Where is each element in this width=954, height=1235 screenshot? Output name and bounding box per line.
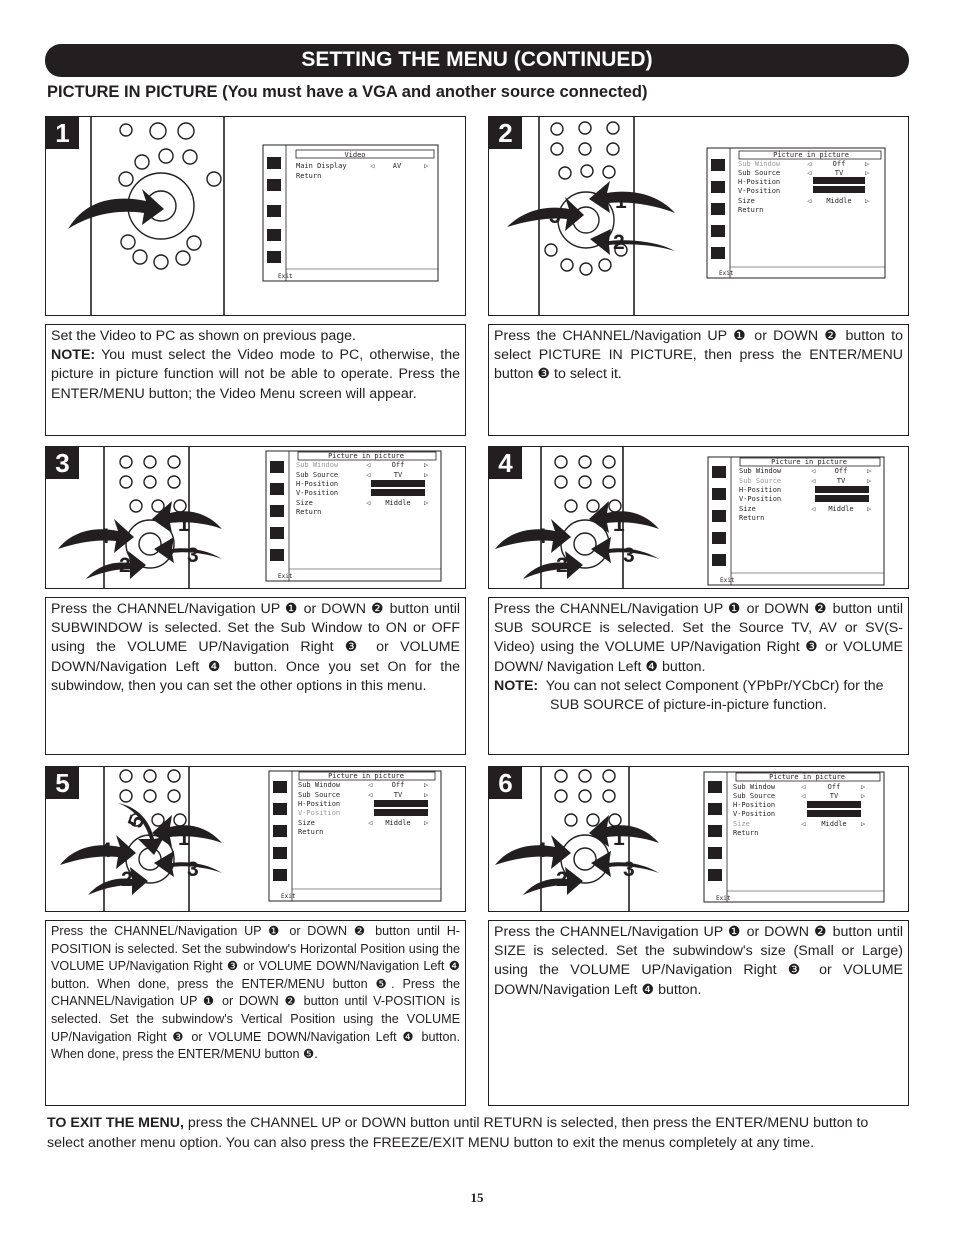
menu-item-label: H-Position	[739, 486, 782, 494]
pip-menu-screen	[708, 457, 884, 585]
arrow-label: 1	[613, 513, 625, 536]
menu-item-label: Size	[298, 819, 315, 827]
menu-item-label: V-Position	[738, 187, 781, 195]
pip-menu-screen	[269, 771, 441, 901]
step-2-illustration	[488, 116, 909, 316]
menu-item-label: V-Position	[739, 495, 782, 503]
left-arrow-icon: ◁	[368, 791, 373, 799]
note-label: NOTE:	[51, 347, 96, 364]
step-number: 2	[489, 117, 522, 149]
arrow-label: 4	[98, 525, 110, 548]
menu-item-label: Return	[298, 828, 324, 836]
arrow-label: 3	[187, 544, 199, 567]
step-2-drawing	[489, 117, 908, 315]
menu-item-label: Main Display	[296, 162, 347, 170]
menu-title: Video	[344, 151, 366, 159]
left-arrow-icon: ◁	[801, 783, 806, 791]
menu-item-value: TV	[393, 471, 403, 479]
arrow-label: 4	[535, 839, 547, 862]
menu-item-label: Return	[733, 829, 759, 837]
arrow-label: 3	[623, 544, 635, 567]
menu-item-label: H-Position	[296, 480, 339, 488]
step-number: 5	[46, 767, 79, 799]
arrow-label: 1	[615, 190, 627, 213]
menu-item-value: Middle	[826, 197, 852, 205]
menu-exit-label: Exit	[278, 273, 293, 280]
menu-title: Picture in picture	[328, 452, 404, 460]
arrow-label: 5	[123, 812, 150, 831]
arrow-label: 3	[623, 858, 635, 881]
menu-item-value: Off	[832, 160, 846, 168]
arrow-label: 2	[121, 868, 133, 891]
menu-exit-label: Exit	[281, 893, 296, 900]
step-4-drawing	[489, 447, 908, 588]
arrow-label: 1	[613, 827, 625, 850]
left-arrow-icon: ◁	[370, 162, 375, 170]
menu-item-value: Off	[834, 467, 848, 475]
step-3-drawing	[46, 447, 465, 588]
instruction-text: Press the CHANNEL/Navigation UP ❶ or DOWN ❷ button until SUBWINDOW is selected. Set the Sub Window to ON or OFF using the VOLUME UP/Navigation Right ❸ or VOLUME DOWN/Navigation Left ❹ button. Once you set On for the subwindow, then you can set the other options in this menu.	[51, 601, 460, 694]
step-1-instructions	[45, 324, 466, 436]
note-text: You can not select Component (YPbPr/YCbCr) for the SUB SOURCE of picture-in-picture function.	[545, 677, 884, 714]
right-arrow-icon: ▷	[861, 783, 866, 791]
left-arrow-icon: ◁	[807, 169, 812, 177]
left-arrow-icon: ◁	[811, 477, 816, 485]
menu-item-label: Sub Source	[296, 471, 339, 479]
page-number: 15	[470, 1190, 484, 1205]
menu-exit-label: Exit	[719, 270, 734, 277]
step-number: 4	[489, 447, 522, 479]
menu-item-value: Off	[827, 783, 841, 791]
left-arrow-icon: ◁	[807, 160, 812, 168]
menu-exit-label: Exit	[716, 895, 731, 902]
left-arrow-icon: ◁	[366, 499, 371, 507]
instruction-text: Press the CHANNEL/Navigation UP ❶ or DOWN ❷ button until SUB SOURCE is selected. Set the Source TV, AV or SV(S-Video) using the VOLUME UP/Navigation Right ❸ or VOLUME DOWN/ Navigation Left ❹ button.	[494, 601, 903, 675]
menu-item-label: H-Position	[738, 178, 781, 186]
step-6-instructions	[488, 920, 909, 1106]
step-5-drawing	[46, 767, 465, 911]
arrow-label: 4	[535, 525, 547, 548]
menu-item-value: Middle	[385, 499, 411, 507]
instruction-text: Press the CHANNEL/Navigation UP ❶ or DOWN ❷ button until H-POSITION is selected. Set the subwindow's Horizontal Position using the VOLUME UP/Navigation Right ❸ or VOLUME DOWN/Navigation Left ❹ button. When done, press the ENTER/MENU button ❺. Press the CHANNEL/Navigation UP ❶ or DOWN ❷ button until V-POSITION is selected. Set the subwindow's Vertical Position using the VOLUME UP/Navigation Right ❸ or VOLUME DOWN/Navigation Left ❹ button. When done, press the ENTER/MENU button ❺.	[51, 924, 460, 1062]
menu-item-label: Sub Window	[296, 461, 339, 469]
arrow-label: 2	[613, 231, 625, 254]
menu-item-label: Return	[739, 514, 765, 522]
pip-menu-screen	[707, 148, 885, 278]
right-arrow-icon: ▷	[424, 461, 429, 469]
menu-item-value: Off	[391, 461, 405, 469]
step-4-instructions	[488, 597, 909, 755]
menu-item-value: Middle	[821, 820, 847, 828]
arrow-label: 2	[556, 868, 568, 891]
step-number: 1	[46, 117, 79, 149]
menu-item-label: Return	[296, 172, 322, 180]
right-arrow-icon: ▷	[861, 792, 866, 800]
right-arrow-icon: ▷	[867, 505, 872, 513]
left-arrow-icon: ◁	[801, 792, 806, 800]
instruction-text: Set the Video to PC as shown on previous page.	[51, 328, 356, 344]
menu-item-value: TV	[829, 792, 839, 800]
left-arrow-icon: ◁	[811, 505, 816, 513]
menu-item-label: H-Position	[298, 800, 341, 808]
right-arrow-icon: ▷	[424, 471, 429, 479]
exit-label: TO EXIT THE MENU,	[47, 1115, 184, 1131]
right-arrow-icon: ▷	[424, 162, 429, 170]
right-arrow-icon: ▷	[424, 781, 429, 789]
note-label: NOTE:	[494, 677, 539, 694]
step-2-instructions	[488, 324, 909, 436]
right-arrow-icon: ▷	[861, 820, 866, 828]
section-heading: PICTURE IN PICTURE (You must have a VGA and another source connected)	[47, 83, 648, 101]
arrow-label: 1	[178, 513, 190, 536]
step-6-drawing	[489, 767, 908, 911]
page-banner: SETTING THE MENU (CONTINUED)	[45, 44, 909, 77]
menu-title: Picture in picture	[771, 458, 847, 466]
menu-exit-label: Exit	[720, 577, 735, 584]
menu-item-label: Sub Source	[739, 477, 782, 485]
right-arrow-icon: ▷	[424, 819, 429, 827]
menu-item-label: V-Position	[298, 809, 341, 817]
menu-item-label: Return	[296, 508, 322, 516]
step-1-illustration	[45, 116, 466, 316]
left-arrow-icon: ◁	[366, 461, 371, 469]
right-arrow-icon: ▷	[424, 791, 429, 799]
arrow-label: 4	[100, 839, 112, 862]
arrow-label: 2	[556, 554, 568, 577]
menu-title: Picture in picture	[328, 772, 404, 780]
exit-menu-instructions	[47, 1114, 909, 1153]
menu-item-value: AV	[392, 162, 402, 170]
menu-item-value: TV	[836, 477, 846, 485]
step-number: 6	[489, 767, 522, 799]
menu-item-label: Sub Source	[733, 792, 776, 800]
left-arrow-icon: ◁	[807, 197, 812, 205]
arrow-label: 2	[119, 554, 131, 577]
menu-exit-label: Exit	[278, 573, 293, 580]
step-4-illustration	[488, 446, 909, 589]
menu-item-label: Size	[733, 820, 750, 828]
step-5-illustration	[45, 766, 466, 912]
menu-item-label: Sub Window	[739, 467, 782, 475]
arrow-label: 3	[187, 858, 199, 881]
menu-item-label: Sub Window	[298, 781, 341, 789]
step-3-instructions	[45, 597, 466, 755]
step-1-drawing	[46, 117, 465, 315]
menu-item-label: Sub Window	[733, 783, 776, 791]
exit-text: press the CHANNEL UP or DOWN button until RETURN is selected, then press the ENTER/MENU button to select another menu option. You can also press the FREEZE/EXIT MENU button to exit the menus completely at any time.	[47, 1115, 869, 1151]
left-arrow-icon: ◁	[366, 471, 371, 479]
left-arrow-icon: ◁	[811, 467, 816, 475]
menu-item-label: Sub Window	[738, 160, 781, 168]
menu-title: Picture in picture	[769, 773, 845, 781]
menu-item-value: TV	[393, 791, 403, 799]
menu-item-label: V-Position	[296, 489, 339, 497]
menu-item-label: Sub Source	[298, 791, 341, 799]
step-5-instructions	[45, 920, 466, 1106]
step-6-illustration	[488, 766, 909, 912]
menu-item-label: V-Position	[733, 810, 776, 818]
menu-item-value: Middle	[385, 819, 411, 827]
menu-item-label: Return	[738, 206, 764, 214]
right-arrow-icon: ▷	[865, 169, 870, 177]
right-arrow-icon: ▷	[867, 467, 872, 475]
left-arrow-icon: ◁	[368, 781, 373, 789]
menu-item-label: Size	[739, 505, 756, 513]
right-arrow-icon: ▷	[867, 477, 872, 485]
right-arrow-icon: ▷	[865, 160, 870, 168]
left-arrow-icon: ◁	[801, 820, 806, 828]
menu-title: Picture in picture	[773, 151, 849, 159]
right-arrow-icon: ▷	[424, 499, 429, 507]
menu-item-value: Middle	[828, 505, 854, 513]
pip-menu-screen	[266, 451, 441, 581]
left-arrow-icon: ◁	[368, 819, 373, 827]
right-arrow-icon: ▷	[865, 197, 870, 205]
instruction-text: Press the CHANNEL/Navigation UP ❶ or DOWN ❷ button to select PICTURE IN PICTURE, then press the ENTER/MENU button ❸ to select it.	[494, 328, 903, 383]
arrow-label: 1	[178, 827, 190, 850]
menu-item-value: Off	[391, 781, 405, 789]
video-menu-screen	[263, 145, 438, 281]
pip-menu-screen	[704, 772, 884, 902]
menu-item-label: Size	[296, 499, 313, 507]
note-text: You must select the Video mode to PC, otherwise, the picture in picture function will not be able to operate. Press the ENTER/MENU button; the Video Menu screen will appear.	[51, 347, 460, 402]
menu-item-label: H-Position	[733, 801, 776, 809]
step-3-illustration	[45, 446, 466, 589]
menu-item-value: TV	[834, 169, 844, 177]
instruction-text: Press the CHANNEL/Navigation UP ❶ or DOWN ❷ button until SIZE is selected. Set the subwindow's size (Small or Large) using the VOLUME UP/Navigation Right ❸ or VOLUME DOWN/Navigation Left ❹ button.	[494, 924, 903, 998]
menu-item-label: Size	[738, 197, 755, 205]
step-number: 3	[46, 447, 79, 479]
menu-item-label: Sub Source	[738, 169, 781, 177]
arrow-label: 3	[549, 205, 561, 228]
